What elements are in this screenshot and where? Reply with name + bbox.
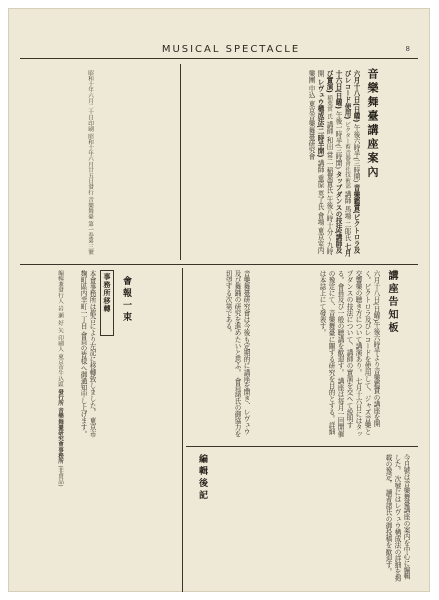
notice-body <box>256 270 380 440</box>
announcement-line: 午後八時十分〜九時開 <box>316 70 333 256</box>
colophon-line: 昭和十年六月廿五日發行 <box>87 133 93 195</box>
editor-notes-title: 編輯後記 <box>197 454 207 502</box>
announcement-title: 音樂舞臺講座案內 <box>366 68 379 180</box>
column-divider <box>180 64 181 260</box>
colophon <box>22 270 64 580</box>
society-notice-title: 會報一束 <box>121 276 131 324</box>
editor-paragraph: 讀者諸氏の御投稿を歓迎す。 <box>384 489 392 575</box>
society-paragraph: 本會事務所は都合により左記に移轉致しました。 <box>88 270 96 416</box>
notice-paragraph: 六月十八日(日曜)午後六時半より音樂鑑賞の講座を開く。ビクトロラ及びレコードを使用して、ジャズ音樂と交響樂の聴き方について講演あり。 <box>354 270 380 435</box>
announcement-line: 七月十六日(日曜) <box>334 70 351 257</box>
section-rule <box>20 264 418 265</box>
announcement-line: 會場 東京室内樂團 <box>307 70 324 254</box>
side-colophon <box>70 70 94 255</box>
notice-paragraph: 七月十六日にはタップダンスの技法について、講師の實演を交へて説明する。會員及び一般の聴講を歓迎す。 <box>336 270 362 438</box>
lecture-paragraph: 會員諸氏の御協力を切望する次第である。 <box>224 270 241 438</box>
colophon-price: (非賣品) <box>57 465 63 487</box>
colophon-printer: 印刷人 東京市牛込區 <box>57 334 63 388</box>
editor-paragraph: 次號にはレヴュウ構成法の詳細を掲載の豫定。 <box>384 454 401 582</box>
side-colophon-extra <box>30 70 50 255</box>
notice-title: 講座告知板 <box>386 270 397 335</box>
masthead-title: MUSICAL SPECTACLE <box>161 44 301 55</box>
notice-paragraph: 講座は毎月一回開催の豫定にて、音樂舞臺に關する研究を目的とする。詳細は本誌上にて發表す。 <box>318 270 344 438</box>
announcement-line: 講師 馬場 二郎氏 <box>343 190 351 242</box>
announcement-line: 音樂鑑賞(ビクトロラ及びレコード使用) <box>343 70 360 254</box>
announcement-line: レヴュウ構成法(二時半開) <box>316 78 324 158</box>
society-notice-heading: 事務所移轉 <box>100 270 114 336</box>
announcement-line: ビクター蓄音器會社技術部 <box>344 121 350 189</box>
colophon-line: 音樂舞臺 第一卷第三號 <box>87 196 93 255</box>
colophon-editor: 編輯兼發行人 岩 瀬 好 矢 <box>57 270 63 334</box>
announcement-line: 六月十八日(日曜) <box>352 70 360 123</box>
society-paragraph: 會員の皆様へ御通知申し上げます。 <box>79 331 87 438</box>
section-rule <box>186 446 418 447</box>
editor-notes-body <box>214 454 410 584</box>
page-number: 8 <box>405 45 410 53</box>
announcement-line: 午後六時半(三時開) <box>352 124 360 183</box>
announcement-line: 講師 和田 常二 稲葉實氏 <box>325 121 333 194</box>
announcement-line: 稲葉實 氏 <box>326 94 332 120</box>
announcement-line: タップダンスの技法(講師及び實演) <box>325 70 342 254</box>
announcement-line: 午後一時半(三時開) <box>334 111 342 170</box>
society-notice-body <box>70 270 96 440</box>
announcement-line: 講師 重原 英了氏 <box>316 159 324 210</box>
lecture-notes <box>188 270 250 440</box>
society-paragraph: 東京市麹町區内幸町一丁目 <box>79 270 96 438</box>
editor-paragraph: 今月號は音樂舞臺講座の案内を中心に編輯した。 <box>393 454 410 580</box>
announcement-line: 申込 東京音樂舞臺研究會 <box>307 85 315 161</box>
colophon-line: 昭和十年六月二十日印刷 <box>87 70 93 132</box>
lecture-paragraph: 音樂舞臺研究會は今後も定期的に講座を開き、レヴュウ及び舞踊の研究を進めたいと思ふ。 <box>233 270 250 435</box>
announcement-body <box>186 70 360 260</box>
colophon-publisher: 發行所 音樂舞臺研究會事務所 <box>57 388 63 464</box>
magazine-page <box>8 8 430 592</box>
header-rule <box>20 58 418 59</box>
column-divider <box>182 268 183 592</box>
